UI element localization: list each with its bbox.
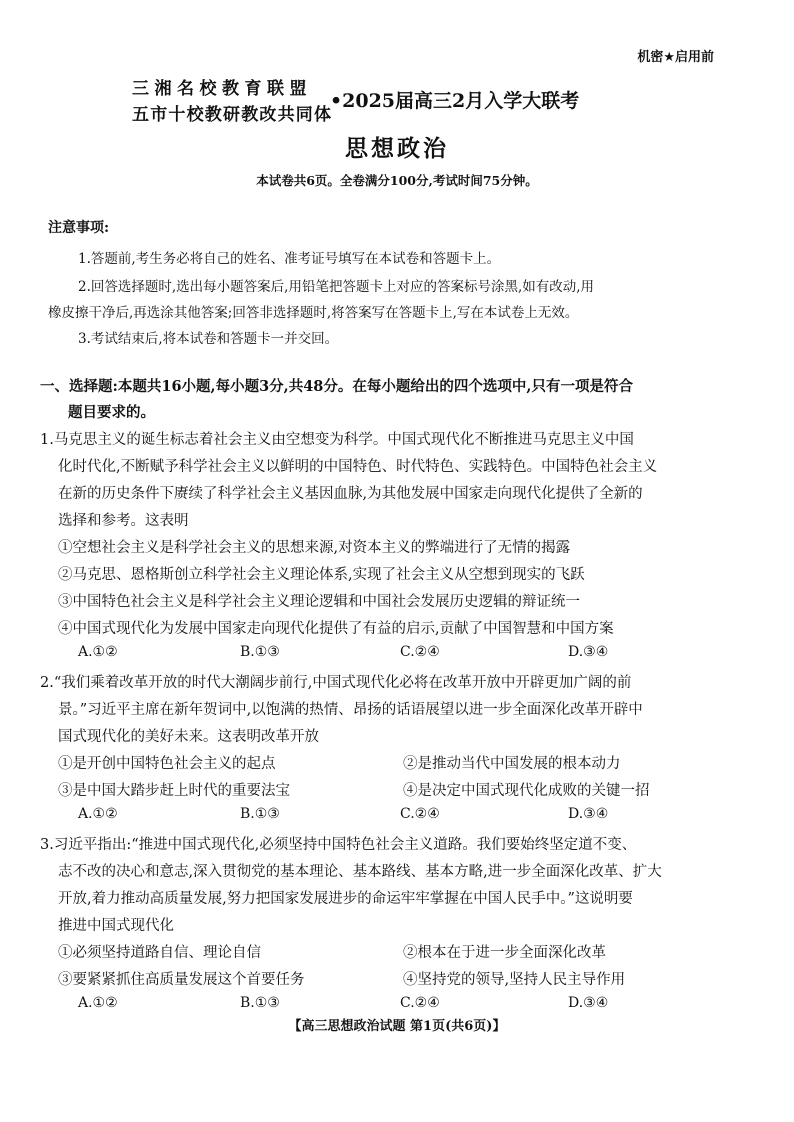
notice-line: 2.回答选择题时,选出每小题答案后,用铅笔把答题卡上对应的答案标号涂黑,如有改动,用: [78, 279, 595, 295]
statement-option: ③要紧紧抓住高质量发展这个首要任务: [58, 972, 305, 988]
question-text-line: 在新的历史条件下赓续了科学社会主义基因血脉,为其他发展中国家走向现代化提供了全新的: [58, 486, 643, 502]
question-text-line: 选择和参考。这表明: [58, 513, 189, 529]
statement-option: ④坚持党的领导,坚持人民主导作用: [403, 972, 626, 988]
statement-option: ③中国特色社会主义是科学社会主义理论逻辑和中国社会发展历史逻辑的辩证统一: [58, 594, 580, 610]
answer-choice-c[interactable]: C.②④: [400, 644, 440, 660]
notice-line: 橡皮擦干净后,再选涂其他答案;回答非选择题时,将答案写在答题卡上,写在本试卷上无效。: [48, 305, 579, 321]
exam-intro: 本试卷共6页。全卷满分100分,考试时间75分钟。: [256, 173, 538, 188]
question-text-line: 志不改的决心和意志,深入贯彻党的基本理论、基本路线、基本方略,进一步全面深化改革、扩大: [58, 864, 662, 880]
page-footer: 【高三思想政治试题 第1页(共6页)】: [288, 1019, 506, 1034]
statement-option: ②马克思、恩格斯创立科学社会主义理论体系,实现了社会主义从空想到现实的飞跃: [58, 567, 585, 583]
organizer-line-2: 五市十校教研教改共同体: [132, 105, 333, 125]
statement-option: ④中国式现代化为发展中国家走向现代化提供了有益的启示,贡献了中国智慧和中国方案: [58, 621, 614, 637]
exam-title: •2025届高三2月入学大联考: [330, 90, 580, 112]
statement-option: ①空想社会主义是科学社会主义的思想来源,对资本主义的弊端进行了无情的揭露: [58, 540, 571, 556]
statement-option: ①必须坚持道路自信、理论自信: [58, 945, 261, 961]
answer-choice-d[interactable]: D.③④: [568, 644, 609, 660]
answer-choice-a[interactable]: A.①②: [78, 806, 118, 822]
question-text-line: 1.马克思主义的诞生标志着社会主义由空想变为科学。中国式现代化不断推进马克思主义中国: [40, 432, 634, 448]
answer-choice-d[interactable]: D.③④: [568, 995, 609, 1011]
statement-option: ②根本在于进一步全面深化改革: [403, 945, 606, 961]
subject-title: 思想政治: [345, 135, 449, 162]
notice-heading: 注意事项:: [48, 220, 110, 236]
notice-line: 3.考试结束后,将本试卷和答题卡一并交回。: [78, 331, 339, 347]
answer-choice-b[interactable]: B.①③: [240, 995, 280, 1011]
question-text-line: 化时代化,不断赋予科学社会主义以鲜明的中国特色、时代特色、实践特色。中国特色社会主义: [58, 459, 658, 475]
statement-option: ①是开创中国特色社会主义的起点: [58, 756, 276, 772]
answer-choice-c[interactable]: C.②④: [400, 995, 440, 1011]
question-text-line: 国式现代化的美好未来。这表明改革开放: [58, 729, 319, 745]
answer-choice-c[interactable]: C.②④: [400, 806, 440, 822]
question-text-line: 景。”习近平主席在新年贺词中,以饱满的热情、昂扬的话语展望以进一步全面深化改革开辟中: [58, 702, 643, 718]
notice-line: 1.答题前,考生务必将自己的姓名、准考证号填写在本试卷和答题卡上。: [78, 251, 501, 267]
section-heading: 一、选择题:本题共16小题,每小题3分,共48分。在每小题给出的四个选项中,只有一项是符合: [40, 378, 633, 395]
answer-choice-d[interactable]: D.③④: [568, 806, 609, 822]
answer-choice-a[interactable]: A.①②: [78, 995, 118, 1011]
question-text-line: 2.“我们乘着改革开放的时代大潮阔步前行,中国式现代化必将在改革开放中开辟更加广阔的前: [40, 675, 632, 691]
answer-choice-a[interactable]: A.①②: [78, 644, 118, 660]
section-heading-cont: 题目要求的。: [68, 404, 155, 421]
statement-option: ②是推动当代中国发展的根本动力: [403, 756, 621, 772]
statement-option: ④是决定中国式现代化成败的关键一招: [403, 783, 650, 799]
question-text-line: 推进中国式现代化: [58, 918, 174, 934]
question-text-line: 3.习近平指出:“推进中国式现代化,必须坚持中国特色社会主义道路。我们要始终坚定道不变、: [40, 837, 637, 853]
confidential-label: 机密★启用前: [637, 50, 714, 65]
answer-choice-b[interactable]: B.①③: [240, 644, 280, 660]
answer-choice-b[interactable]: B.①③: [240, 806, 280, 822]
question-text-line: 开放,着力推动高质量发展,努力把国家发展进步的命运牢牢掌握在中国人民手中。”这说明要: [58, 891, 633, 907]
organizer-line-1: 三湘名校教育联盟: [132, 79, 312, 99]
statement-option: ③是中国大踏步赶上时代的重要法宝: [58, 783, 290, 799]
